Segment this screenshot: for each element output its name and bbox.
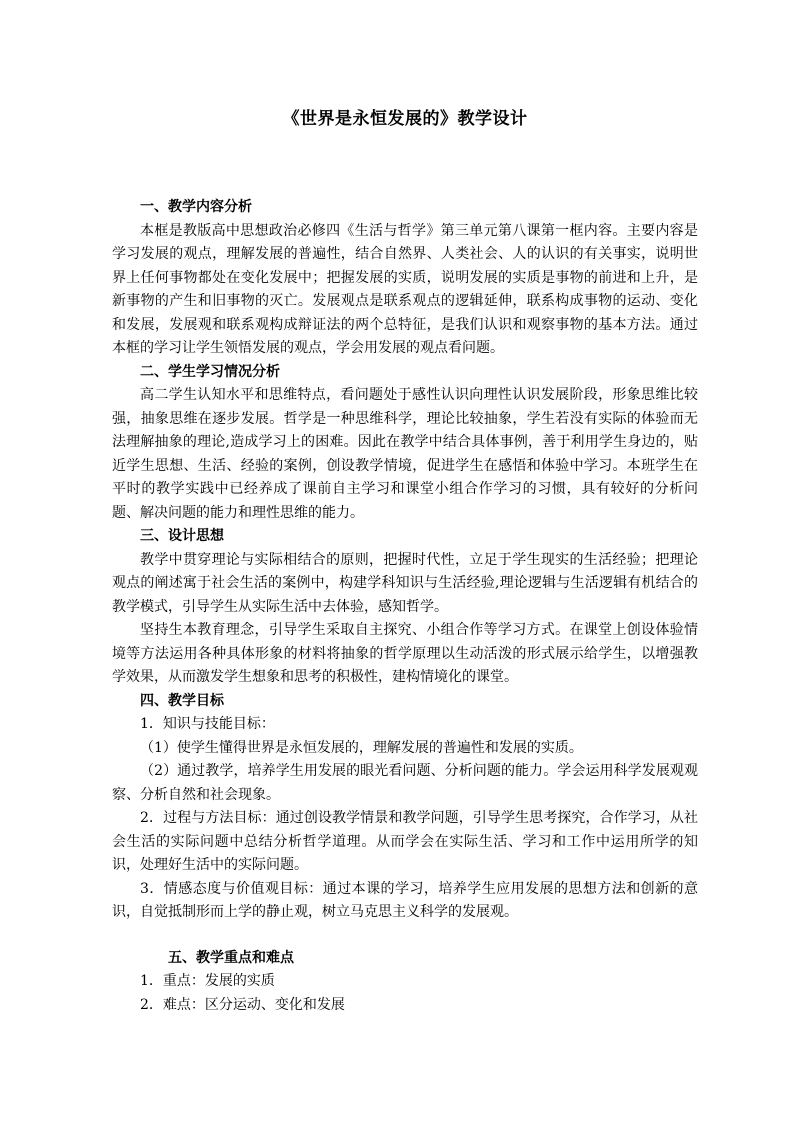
goal-knowledge-skills: 1．知识与技能目标： bbox=[140, 716, 275, 732]
goal-emotion-values: 3．情感态度与价值观目标：通过本课的学习，培养学生应用发展的思想方法和创新的意识，自觉抵制形而上学的静止观，树立马克思主义科学的发展观。 bbox=[112, 880, 698, 920]
section-heading-key-points: 五、教学重点和难点 bbox=[168, 949, 294, 966]
paragraph-content-analysis: 本框是教版高中思想政治必修四《生活与哲学》第三单元第八课第一框内容。主要内容是学习发展的观点，理解发展的普遍性，结合自然界、人类社会、人的认识的有关事实，说明世界上任何事物都处在变化发展中；把握发展的实质，说明发展的实质是事物的前进和上升，是新事物的产生和旧事物的灭亡。发展观点是联系观点的逻辑延伸，联系构成事物的运动、变化和发展，发展观和联系观构成辩证法的两个总特征，是我们认识和观察事物的基本方法。通过本框的学习让学生领悟发展的观点，学会用发展的观点看问题。 bbox=[112, 222, 698, 356]
difficult-point: 2．难点：区分运动、变化和发展 bbox=[140, 996, 345, 1013]
document-body bbox=[112, 196, 698, 1017]
goal-knowledge-skills-1: （1）使学生懂得世界是永恒发展的，理解发展的普遍性和发展的实质。 bbox=[140, 739, 583, 756]
paragraph-student-analysis: 高二学生认知水平和思维特点，看问题处于感性认识向理性认识发展阶段，形象思维比较强，抽象思维在逐步发展。哲学是一种思维科学，理论比较抽象，学生若没有实际的体验而无法理解抽象的理论,造成学习上的困难。因此在教学中结合具体事例，善于利用学生身边的，贴近学生思想、生活、经验的案例，创设教学情境，促进学生在感悟和体验中学习。本班学生在平时的教学实践中已经养成了课前自主学习和课堂小组合作学习的习惯，具有较好的分析问题、解决问题的能力和理性思维的能力。 bbox=[112, 387, 698, 521]
section-heading-student-analysis: 二、学生学习情况分析 bbox=[140, 363, 280, 380]
section-heading-content-analysis: 一、教学内容分析 bbox=[140, 199, 252, 215]
page-title: 《世界是永恒发展的》教学设计 bbox=[282, 109, 528, 129]
goal-knowledge-skills-2: （2）通过教学，培养学生用发展的眼光看问题、分析问题的能力。学会运用科学发展观观察、分析自然和社会现象。 bbox=[112, 763, 698, 803]
key-point: 1．重点：发展的实质 bbox=[140, 973, 275, 989]
section-heading-teaching-goals: 四、教学目标 bbox=[140, 692, 224, 709]
paragraph-design-idea-2: 坚持生本教育理念，引导学生采取自主探究、小组合作等学习方式。在课堂上创设体验情境等方法运用各种具体形象的材料将抽象的哲学原理以生动活泼的形式展示给学生，以增强教学效果，从而激发学生想象和思考的积极性，建构情境化的课堂。 bbox=[112, 622, 698, 685]
goal-process-method: 2．过程与方法目标：通过创设教学情景和教学问题，引导学生思考探究，合作学习，从社会生活的实际问题中总结分析哲学道理。从而学会在实际生活、学习和工作中运用所学的知识，处理好生活中的实际问题。 bbox=[112, 810, 698, 873]
section-heading-design-idea: 三、设计思想 bbox=[140, 528, 224, 544]
paragraph-design-idea-1: 教学中贯穿理论与实际相结合的原则，把握时代性，立足于学生现实的生活经验；把理论观点的阐述寓于社会生活的案例中，构建学科知识与生活经验,理论逻辑与生活逻辑有机结合的教学模式，引导学生从实际生活中去体验，感知哲学。 bbox=[112, 551, 698, 615]
spacer bbox=[112, 925, 698, 947]
